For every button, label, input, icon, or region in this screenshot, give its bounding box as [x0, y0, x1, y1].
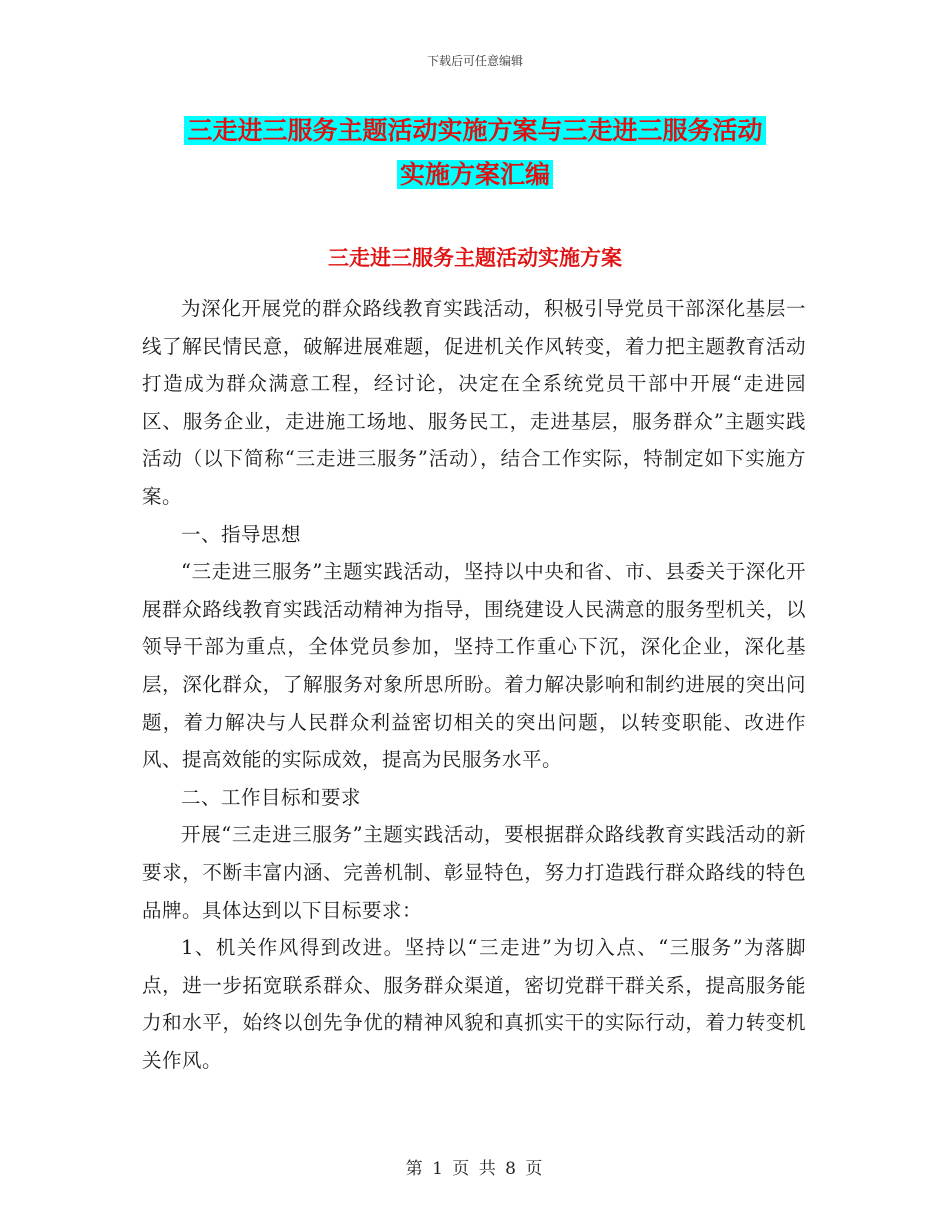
heading-guiding-ideology: 一、指导思想 [181, 522, 302, 546]
paragraph-goal-1: 1、机关作风得到改进。坚持以“三走进”为切入点、“三服务”为落脚点，进一步拓宽联系群众、服务群众渠道，密切党群干群关系，提高服务能力和水平，始终以创先争优的精神风貌和真抓实干的实际行动，着力转变机关作风。 [142, 936, 806, 1072]
page-footer: 第 1 页 共 8 页 [405, 1159, 545, 1179]
paragraph-guiding-ideology: “三走进三服务”主题实践活动，坚持以中央和省、市、县委关于深化开展群众路线教育实践活动精神为指导，围绕建设人民满意的服务型机关，以领导干部为重点，全体党员参加，坚持工作重心下沉，深化企业，深化基层，深化群众，了解服务对象所思所盼。着力解决影响和制约进展的突出问题，着力解决与人民群众利益密切相关的突出问题，以转变职能、改进作风、提高效能的实际成效，提高为民服务水平。 [142, 560, 806, 772]
title-highlight-1: 三走进三服务主题活动实施方案与三走进三服务活动 [184, 116, 765, 145]
title-highlight-2: 实施方案汇编 [397, 160, 553, 189]
paragraph-intro: 为深化开展党的群众路线教育实践活动，积极引导党员干部深化基层一线了解民情民意，破解进展难题，促进机关作风转变，着力把主题教育活动打造成为群众满意工程，经讨论，决定在全系统党员干部中开展“走进园区、服务企业，走进施工场地、服务民工，走进基层，服务群众”主题实践活动（以下简称“三走进三服务”活动），结合工作实际，特制定如下实施方案。 [142, 297, 806, 508]
paragraph-goals: 开展“三走进三服务”主题实践活动，要根据群众路线教育实践活动的新要求，不断丰富内涵、完善机制、彰显特色，努力打造践行群众路线的特色品牌。具体达到以下目标要求： [142, 823, 806, 922]
document-body [142, 290, 806, 1079]
heading-goals: 二、工作目标和要求 [181, 785, 362, 809]
header-note: 下载后可任意编辑 [426, 54, 523, 68]
section-title: 三走进三服务主题活动实施方案 [328, 246, 622, 270]
document-title-line-1 [130, 106, 820, 156]
document-title-line-2 [130, 150, 820, 200]
